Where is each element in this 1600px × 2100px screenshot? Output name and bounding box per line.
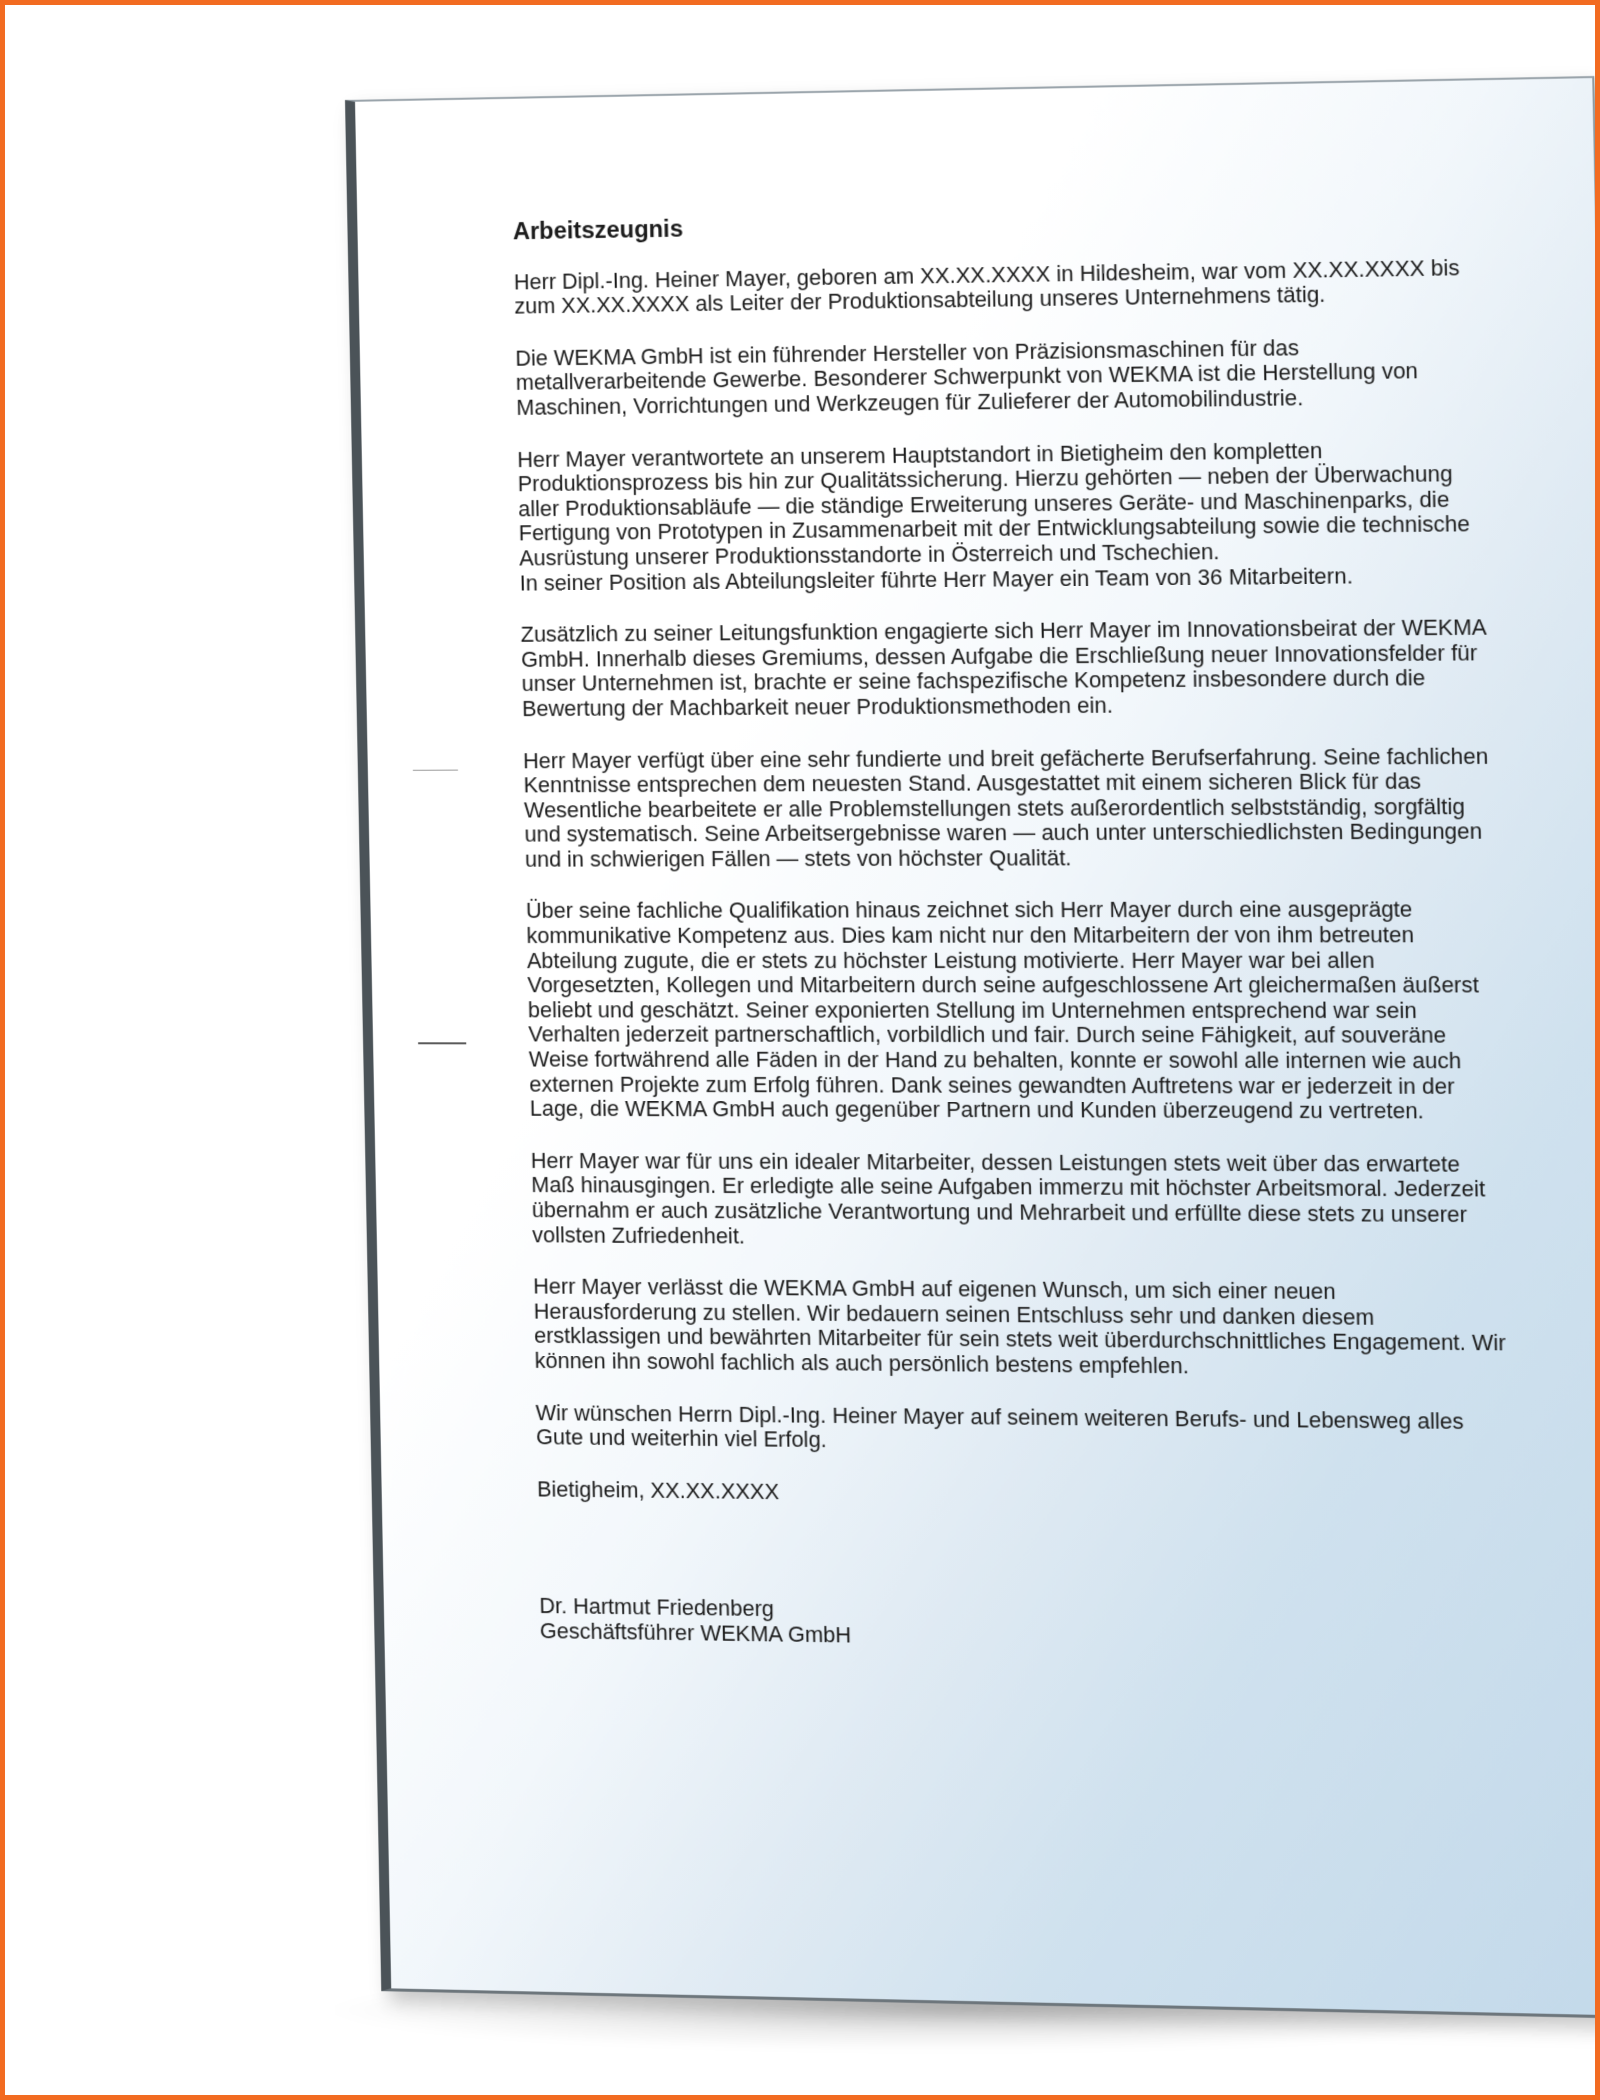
paragraph-communication: Über seine fachliche Qualifikation hinaus zeichnet sich Herr Mayer durch eine ausgeprägte kommunikative Kompetenz aus. Dies kam nicht nur den Mitarbeitern der von ihm betreuten Abteilung zugute, die er stets zu höchster Leistung motivierte. Herr Mayer war bei allen Vorgesetzten, Kollegen und Mitarbeitern durch seine aufgeschlossene Art gleichermaßen äußerst beliebt und geschätzt. Seiner exponierten Stellung im Unternehmen entsprechend war sein Verhalten jederzeit partnerschaftlich, vorbildlich und fair. Durch seine Fähigkeit, auf souveräne Weise fortwährend alle Fäden in der Hand zu behalten, konnte er sowohl alle internen wie auch externen Projekte zum Erfolg führen. Dank seines gewandten Auftretens war er jederzeit in der Lage, die WEKMA GmbH auch gegenüber Partnern und Kunden überzeugend zu vertreten.	[525, 897, 1480, 1124]
paragraph-team: In seiner Position als Abteilungsleiter führte Herr Mayer ein Team von 36 Mitarbeitern.	[519, 563, 1354, 596]
punch-mark	[418, 1042, 466, 1044]
paragraph-responsibilities: Herr Mayer verantwortete an unserem Hauptstandort in Bietigheim den kompletten Produktionsprozess bis hin zur Qualitätssicherung. Hierzu gehörten — neben der Überwachung aller Produktionsabläufe — die ständige Erweiterung unseres Geräte- und Maschinenparks, die Fertigung von Prototypen in Zusammenarbeit mit der Entwicklungsabteilung sowie die technische Ausrüstung unserer Produktionsstandorte in Österreich und Tschechien.	[517, 438, 1471, 571]
paragraph-company: Die WEKMA GmbH ist ein führender Hersteller von Präzisionsmaschinen für das metallverarbeitende Gewerbe. Besonderer Schwerpunkt von WEKMA ist die Herstellung von Maschinen, Vorrichtungen und Werkzeugen für Zulieferer der Automobilindustrie.	[515, 335, 1419, 420]
place-date: Bietigheim, XX.XX.XXXX	[536, 1477, 780, 1504]
paragraph-expertise: Herr Mayer verfügt über eine sehr fundierte und breit gefächerte Berufserfahrung. Seine fachlichen Kenntnisse entsprechen dem neuesten Stand. Ausgestattet mit einem sicheren Blick für das Wesentliche bearbeitete er alle Problemstellungen stets außerordentlich selbstständig, sorgfältig und systematisch. Seine Arbeitsergebnisse waren — auch unter unterschiedlichsten Bedingungen und in schwierigen Fällen — stets von höchster Qualität.	[522, 743, 1489, 872]
paragraph-employment: Herr Dipl.-Ing. Heiner Mayer, geboren am XX.XX.XXXX in Hildesheim, war vom XX.XX.XXXX bis zum XX.XX.XXXX als Leiter der Produktionsabteilung unseres Unternehmens tätig.	[513, 255, 1460, 319]
paragraph-departure: Herr Mayer verlässt die WEKMA GmbH auf eigenen Wunsch, um sich einer neuen Herausforderung zu stellen. Wir bedauern seinen Entschluss sehr und danken diesem erstklassigen und bewährten Mitarbeiter für sein stets weit überdurchschnittliches Engagement. Wir können ihn sowohl fachlich als auch persönlich bestens empfehlen.	[533, 1274, 1507, 1379]
signature-block	[539, 1594, 1517, 1658]
letter-content	[513, 203, 1517, 1658]
paragraph-innovation: Zusätzlich zu seiner Leitungsfunktion engagierte sich Herr Mayer im Innovationsbeirat der WEKMA GmbH. Innerhalb dieses Gremiums, dessen Aufgabe die Erschließung neuer Innovationsfelder für unser Unternehmen ist, brachte er seine fachspezifische Kompetenz insbesondere durch die Bewertung der Machbarkeit neuer Produktionsmethoden ein.	[520, 615, 1486, 722]
paragraph-wishes: Wir wünschen Herrn Dipl.-Ing. Heiner Mayer auf seinem weiteren Berufs- und Lebensweg alles Gute und weiterhin viel Erfolg.	[535, 1400, 1464, 1453]
document-title: Arbeitszeugnis	[512, 215, 684, 245]
document-sheet-wrapper	[345, 76, 1600, 2019]
document-sheet	[345, 76, 1600, 2019]
paragraph-performance: Herr Mayer war für uns ein idealer Mitarbeiter, dessen Leistungen stets weit über das erwartete Maß hinausgingen. Er erledigte alle seine Aufgaben immerzu mit höchster Arbeitsmoral. Jederzeit übernahm er auch zusätzliche Verantwortung und Mehrarbeit und erfüllte diese stets zu unserer vollsten Zufriedenheit.	[530, 1148, 1486, 1249]
signatory-name: Dr. Hartmut Friedenberg	[539, 1594, 775, 1622]
fold-mark-top	[413, 770, 458, 771]
signatory-position: Geschäftsführer WEKMA GmbH	[539, 1618, 852, 1648]
